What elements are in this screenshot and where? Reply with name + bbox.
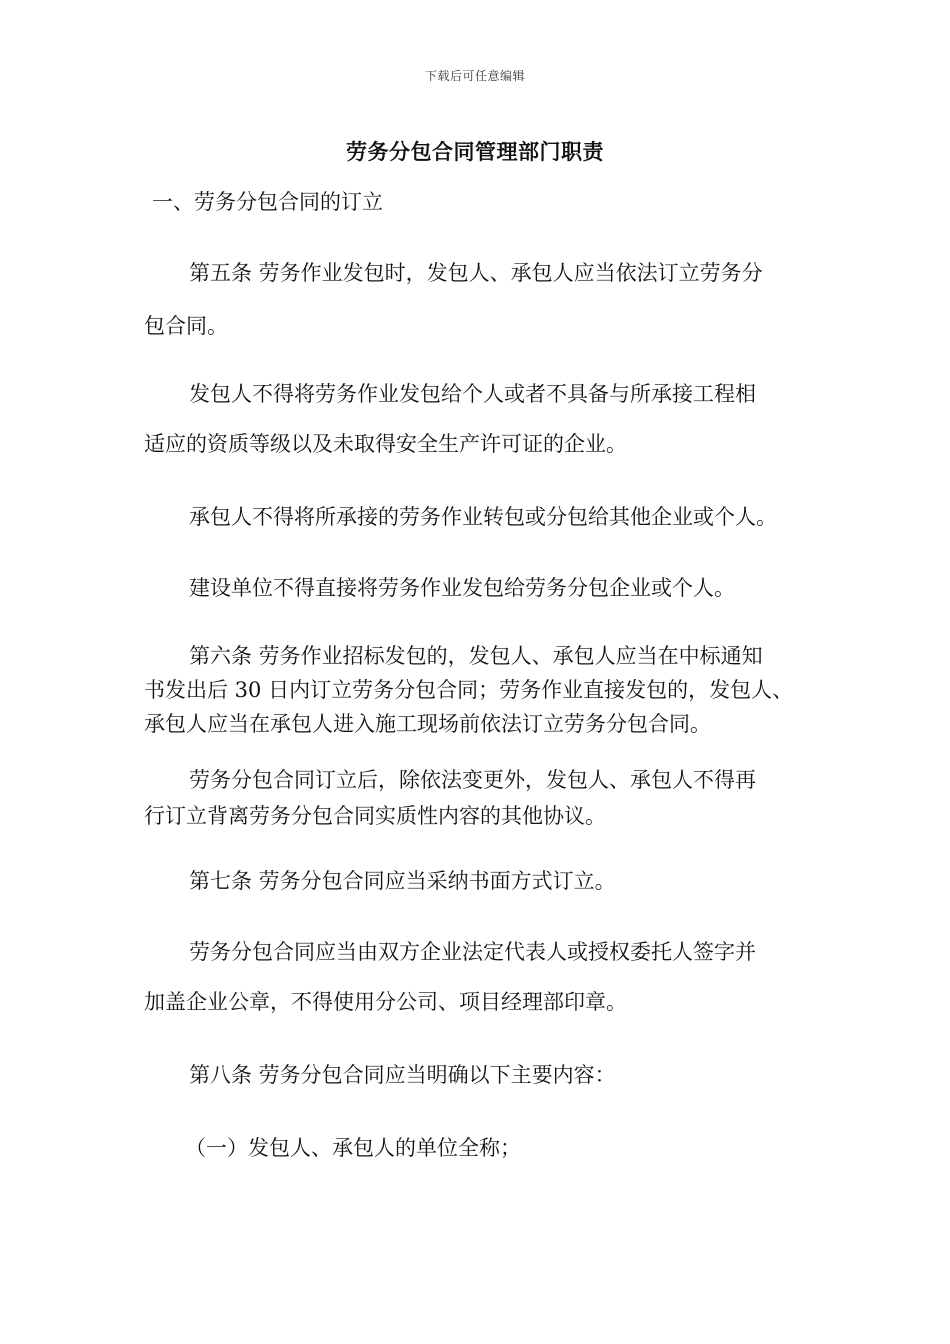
- paragraph-line: 第六条 劳务作业招标发包的，发包人、承包人应当在中标通知: [189, 644, 763, 668]
- paragraph-line: 适应的资质等级以及未取得安全生产许可证的企业。: [144, 432, 627, 456]
- paragraph-line: 第八条 劳务分包合同应当明确以下主要内容：: [189, 1063, 616, 1087]
- paragraph-line: 劳务分包合同应当由双方企业法定代表人或授权委托人签字并: [189, 940, 756, 964]
- paragraph-line: 第七条 劳务分包合同应当采纳书面方式订立。: [189, 869, 616, 893]
- paragraph-line: 加盖企业公章，不得使用分公司、项目经理部印章。: [144, 990, 627, 1014]
- paragraph-line: 发包人不得将劳务作业发包给个人或者不具备与所承接工程相: [189, 382, 756, 406]
- paragraph-line: 书发出后 30 日内订立劳务分包合同；劳务作业直接发包的，发包人、: [144, 678, 794, 702]
- paragraph-line: 承包人不得将所承接的劳务作业转包或分包给其他企业或个人。: [189, 505, 777, 529]
- paragraph-line: 承包人应当在承包人进入施工现场前依法订立劳务分包合同。: [144, 712, 711, 736]
- paragraph-line: 劳务分包合同订立后，除依法变更外，发包人、承包人不得再: [189, 768, 756, 792]
- paragraph-line: 建设单位不得直接将劳务作业发包给劳务分包企业或个人。: [189, 576, 735, 600]
- paragraph-line: 第五条 劳务作业发包时，发包人、承包人应当依法订立劳务分: [189, 261, 763, 285]
- paragraph-line: 行订立背离劳务分包合同实质性内容的其他协议。: [144, 804, 606, 828]
- section-heading: 一、劳务分包合同的订立: [152, 190, 383, 214]
- document-title: 劳务分包合同管理部门职责: [346, 139, 604, 164]
- paragraph-line: 包合同。: [144, 314, 228, 338]
- list-item: （一）发包人、承包人的单位全称；: [185, 1136, 521, 1160]
- header-note: 下载后可任意编辑: [424, 69, 525, 83]
